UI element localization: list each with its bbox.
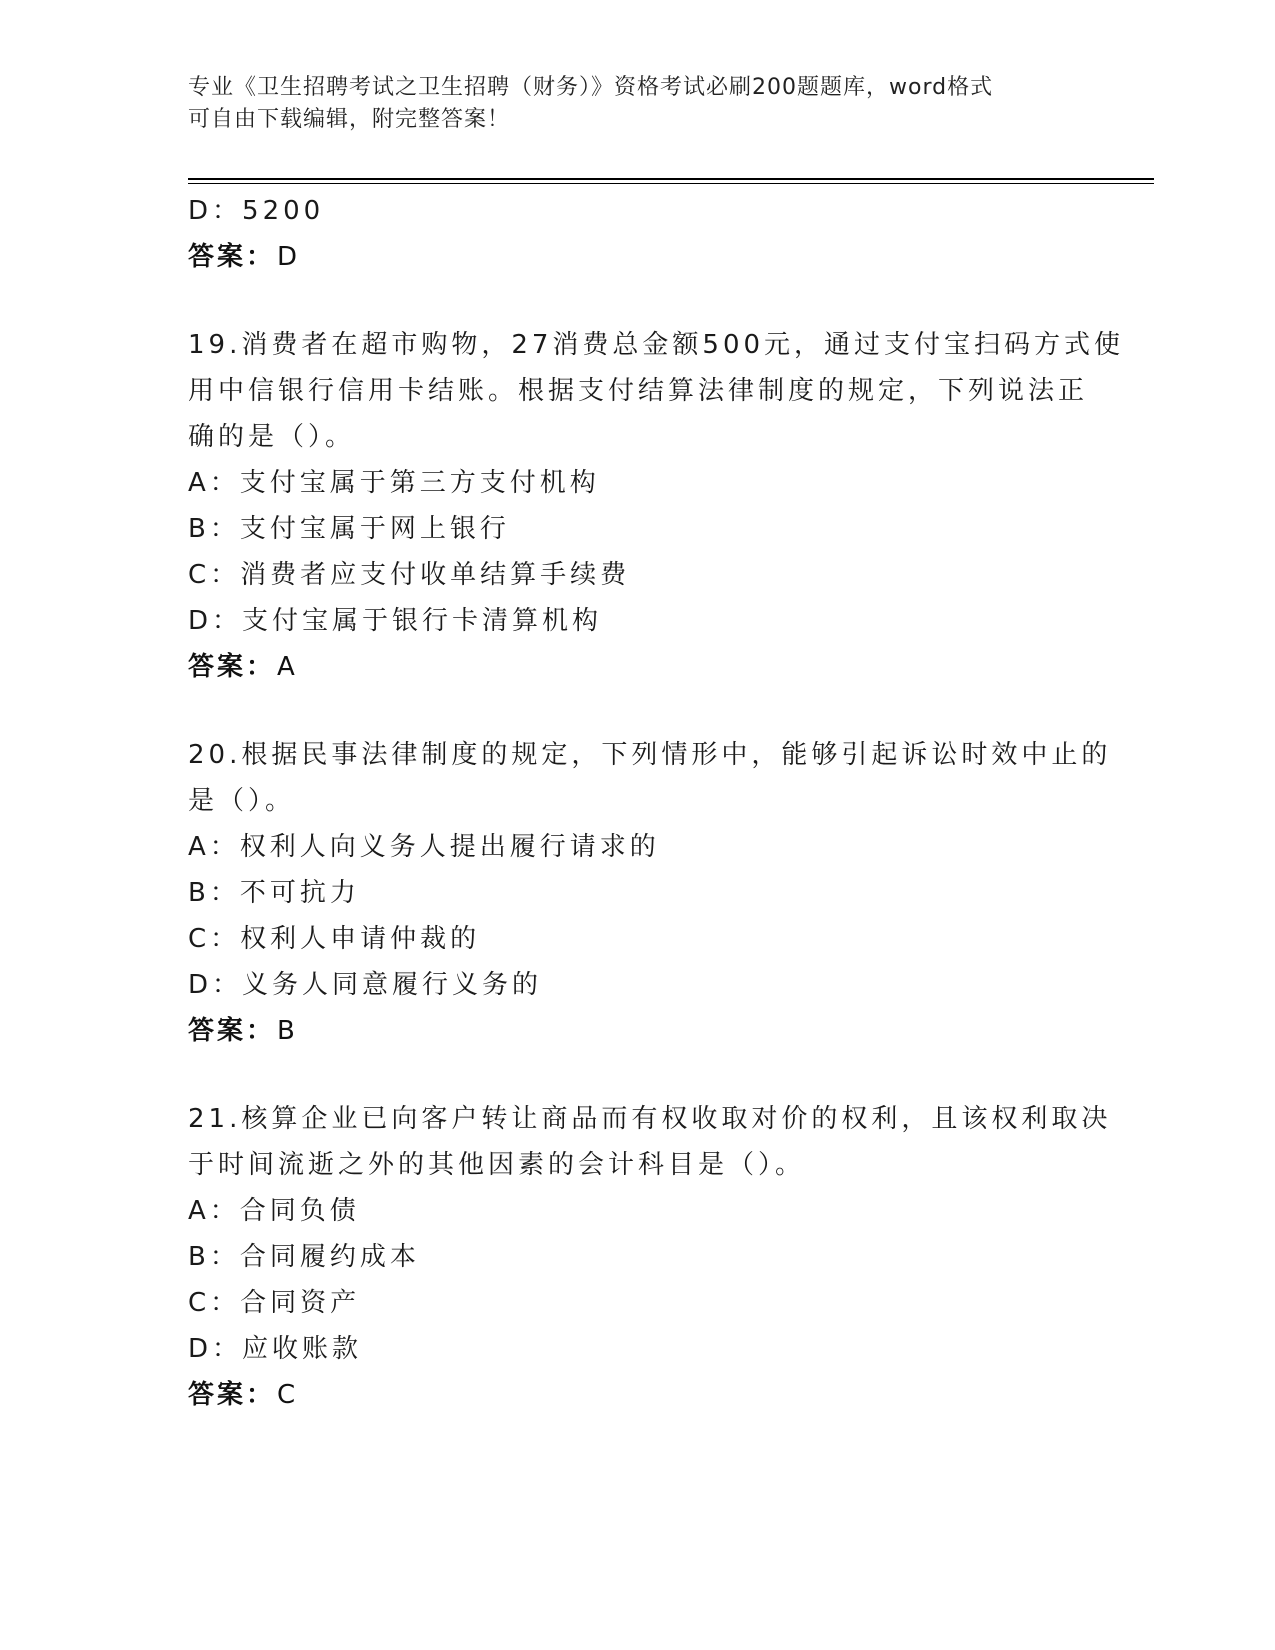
previous-question-tail	[188, 188, 1088, 280]
question-21	[188, 1096, 1112, 1418]
option-d: D：支付宝属于银行卡清算机构	[188, 606, 603, 636]
question-stem-line: 20.根据民事法律制度的规定，下列情形中，能够引起诉讼时效中止的	[188, 740, 1112, 770]
question-stem-line: 21.核算企业已向客户转让商品而有权收取对价的权利，且该权利取决	[188, 1104, 1112, 1134]
answer-label: 答案：	[188, 1016, 276, 1046]
header-divider-thick	[188, 178, 1154, 180]
header-line-1: 专业《卫生招聘考试之卫生招聘（财务）》资格考试必刷200题题库，word格式	[188, 75, 994, 100]
option-d: D：5200	[188, 196, 325, 226]
answer-label: 答案：	[188, 652, 276, 682]
answer-value: A	[277, 652, 298, 682]
question-stem-line: 19.消费者在超市购物，27消费总金额500元，通过支付宝扫码方式使	[188, 330, 1125, 360]
option-a: A：权利人向义务人提出履行请求的	[188, 832, 660, 862]
option-a: A：支付宝属于第三方支付机构	[188, 468, 600, 498]
answer-value: D	[277, 242, 301, 272]
answer	[188, 234, 1088, 280]
question-20	[188, 732, 1112, 1054]
option-a: A：合同负债	[188, 1196, 360, 1226]
question-stem-line: 确的是（）。	[188, 422, 356, 452]
header-divider-thin	[188, 183, 1154, 184]
header-line-2: 可自由下载编辑，附完整答案！	[188, 107, 511, 132]
answer-label: 答案：	[188, 1380, 276, 1410]
answer	[188, 1372, 1088, 1418]
question-19	[188, 322, 1125, 690]
answer	[188, 644, 1088, 690]
option-d: D：应收账款	[188, 1334, 363, 1364]
option-b: B：不可抗力	[188, 878, 360, 908]
answer-label: 答案：	[188, 242, 276, 272]
answer-value: B	[277, 1016, 298, 1046]
option-b: B：支付宝属于网上银行	[188, 514, 510, 544]
question-stem-line: 是（）。	[188, 786, 296, 816]
option-c: C：合同资产	[188, 1288, 361, 1318]
question-stem-line: 于时间流逝之外的其他因素的会计科目是（）。	[188, 1150, 806, 1180]
question-list	[188, 188, 1125, 1460]
answer	[188, 1008, 1088, 1054]
option-d: D：义务人同意履行义务的	[188, 970, 543, 1000]
option-b: B：合同履约成本	[188, 1242, 420, 1272]
answer-value: C	[277, 1380, 299, 1410]
question-stem-line: 用中信银行信用卡结账。根据支付结算法律制度的规定，下列说法正	[188, 376, 1089, 406]
option-c: C：权利人申请仲裁的	[188, 924, 481, 954]
option-c: C：消费者应支付收单结算手续费	[188, 560, 631, 590]
document-header	[188, 72, 1068, 136]
